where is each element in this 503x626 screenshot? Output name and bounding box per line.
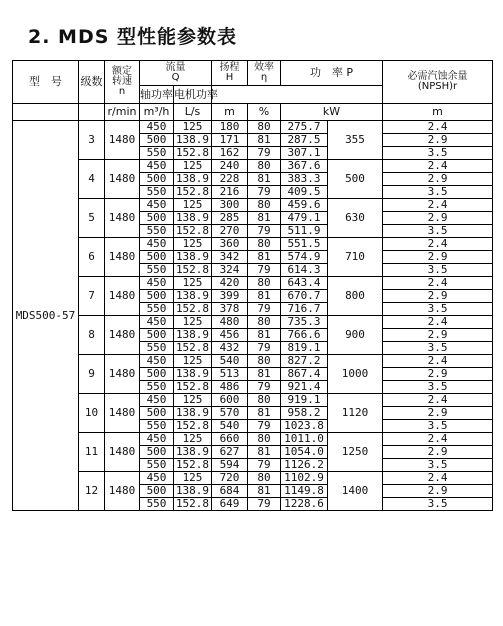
efficiency-cell: 80: [248, 433, 281, 446]
shaft-power-cell: 1011.0: [281, 433, 328, 446]
flow-ls-cell: 125: [174, 199, 212, 212]
flow-ls-cell: 152.8: [174, 381, 212, 394]
model-cell: MDS500-57: [13, 121, 79, 511]
head-cell: 162: [212, 147, 248, 160]
shaft-power-cell: 670.7: [281, 290, 328, 303]
head-cell: 378: [212, 303, 248, 316]
head-cell: 216: [212, 186, 248, 199]
npsh-cell: 2.9: [383, 407, 493, 420]
speed-cell: 1480: [105, 355, 140, 394]
head-cell: 285: [212, 212, 248, 225]
table-row: [13, 199, 493, 212]
npsh-cell: 2.4: [383, 160, 493, 173]
npsh-cell: 3.5: [383, 459, 493, 472]
shaft-power-cell: 511.9: [281, 225, 328, 238]
flow-ls-cell: 138.9: [174, 173, 212, 186]
flow-ls-cell: 138.9: [174, 329, 212, 342]
speed-cell: 1480: [105, 433, 140, 472]
shaft-power-cell: 479.1: [281, 212, 328, 225]
flow-ls-cell: 125: [174, 355, 212, 368]
head-cell: 324: [212, 264, 248, 277]
table-row: [13, 277, 493, 290]
header-speed-line3: n: [118, 86, 126, 97]
table-row: [13, 160, 493, 173]
motor-power-cell: 710: [328, 238, 383, 277]
table-body: [13, 121, 493, 511]
flow-m3h-cell: 500: [140, 446, 174, 459]
head-cell: 300: [212, 199, 248, 212]
flow-ls-cell: 138.9: [174, 368, 212, 381]
shaft-power-cell: 827.2: [281, 355, 328, 368]
head-cell: 600: [212, 394, 248, 407]
efficiency-cell: 79: [248, 303, 281, 316]
efficiency-cell: 81: [248, 251, 281, 264]
efficiency-cell: 81: [248, 485, 281, 498]
shaft-power-cell: 716.7: [281, 303, 328, 316]
flow-ls-cell: 138.9: [174, 290, 212, 303]
head-cell: 240: [212, 160, 248, 173]
stages-cell: 11: [79, 433, 105, 472]
header-speed: [105, 61, 140, 104]
npsh-cell: 3.5: [383, 303, 493, 316]
flow-ls-cell: 152.8: [174, 498, 212, 511]
head-cell: 570: [212, 407, 248, 420]
flow-ls-cell: 125: [174, 394, 212, 407]
npsh-cell: 2.4: [383, 121, 493, 134]
efficiency-cell: 79: [248, 225, 281, 238]
unit-head: m: [212, 104, 248, 121]
flow-m3h-cell: 500: [140, 368, 174, 381]
header-speed-line2: 转速: [112, 76, 132, 87]
npsh-cell: 2.4: [383, 238, 493, 251]
speed-cell: 1480: [105, 277, 140, 316]
flow-m3h-cell: 500: [140, 173, 174, 186]
table-header: [13, 61, 493, 121]
flow-m3h-cell: 550: [140, 459, 174, 472]
flow-m3h-cell: 500: [140, 407, 174, 420]
motor-power-cell: 900: [328, 316, 383, 355]
shaft-power-cell: 307.1: [281, 147, 328, 160]
unit-flow-ls: L/s: [174, 104, 212, 121]
shaft-power-cell: 958.2: [281, 407, 328, 420]
shaft-power-cell: 735.3: [281, 316, 328, 329]
npsh-cell: 3.5: [383, 381, 493, 394]
flow-ls-cell: 138.9: [174, 485, 212, 498]
table-row: [13, 355, 493, 368]
table-row: [13, 433, 493, 446]
flow-m3h-cell: 500: [140, 329, 174, 342]
npsh-cell: 2.9: [383, 329, 493, 342]
stages-cell: 6: [79, 238, 105, 277]
efficiency-cell: 81: [248, 173, 281, 186]
header-flow-label: 流量: [165, 62, 186, 73]
unit-stages: [79, 104, 105, 121]
table-row: [13, 316, 493, 329]
flow-ls-cell: 138.9: [174, 446, 212, 459]
head-cell: 540: [212, 420, 248, 433]
npsh-cell: 3.5: [383, 342, 493, 355]
efficiency-cell: 80: [248, 472, 281, 485]
head-cell: 513: [212, 368, 248, 381]
shaft-power-cell: 1023.8: [281, 420, 328, 433]
npsh-cell: 2.9: [383, 485, 493, 498]
shaft-power-cell: 409.5: [281, 186, 328, 199]
efficiency-cell: 79: [248, 498, 281, 511]
head-cell: 649: [212, 498, 248, 511]
motor-power-cell: 1250: [328, 433, 383, 472]
npsh-cell: 2.9: [383, 134, 493, 147]
head-cell: 660: [212, 433, 248, 446]
flow-m3h-cell: 500: [140, 251, 174, 264]
flow-m3h-cell: 550: [140, 264, 174, 277]
flow-m3h-cell: 450: [140, 199, 174, 212]
flow-ls-cell: 152.8: [174, 459, 212, 472]
efficiency-cell: 80: [248, 121, 281, 134]
efficiency-cell: 80: [248, 199, 281, 212]
flow-ls-cell: 152.8: [174, 264, 212, 277]
npsh-cell: 2.4: [383, 394, 493, 407]
efficiency-cell: 79: [248, 342, 281, 355]
efficiency-cell: 81: [248, 134, 281, 147]
head-cell: 399: [212, 290, 248, 303]
npsh-cell: 3.5: [383, 420, 493, 433]
stages-cell: 8: [79, 316, 105, 355]
speed-cell: 1480: [105, 160, 140, 199]
npsh-cell: 2.4: [383, 355, 493, 368]
head-cell: 270: [212, 225, 248, 238]
npsh-cell: 2.4: [383, 433, 493, 446]
flow-ls-cell: 152.8: [174, 186, 212, 199]
flow-m3h-cell: 550: [140, 342, 174, 355]
efficiency-cell: 80: [248, 238, 281, 251]
flow-m3h-cell: 450: [140, 355, 174, 368]
flow-m3h-cell: 450: [140, 316, 174, 329]
flow-m3h-cell: 450: [140, 160, 174, 173]
efficiency-cell: 81: [248, 407, 281, 420]
flow-ls-cell: 125: [174, 472, 212, 485]
shaft-power-cell: 1054.0: [281, 446, 328, 459]
npsh-cell: 2.9: [383, 251, 493, 264]
efficiency-cell: 81: [248, 290, 281, 303]
header-eff-symbol: η: [260, 72, 268, 83]
shaft-power-cell: 1228.6: [281, 498, 328, 511]
head-cell: 180: [212, 121, 248, 134]
speed-cell: 1480: [105, 238, 140, 277]
flow-m3h-cell: 450: [140, 472, 174, 485]
header-head: [212, 61, 248, 86]
efficiency-cell: 80: [248, 394, 281, 407]
motor-power-cell: 355: [328, 121, 383, 160]
npsh-cell: 2.9: [383, 446, 493, 459]
speed-cell: 1480: [105, 199, 140, 238]
stages-cell: 7: [79, 277, 105, 316]
flow-ls-cell: 152.8: [174, 303, 212, 316]
shaft-power-cell: 643.4: [281, 277, 328, 290]
flow-m3h-cell: 450: [140, 238, 174, 251]
motor-power-cell: 1000: [328, 355, 383, 394]
flow-m3h-cell: 550: [140, 420, 174, 433]
flow-m3h-cell: 550: [140, 186, 174, 199]
npsh-cell: 2.4: [383, 472, 493, 485]
efficiency-cell: 79: [248, 381, 281, 394]
header-power: 功 率 P: [281, 61, 383, 86]
flow-m3h-cell: 450: [140, 394, 174, 407]
head-cell: 456: [212, 329, 248, 342]
head-cell: 720: [212, 472, 248, 485]
flow-m3h-cell: 550: [140, 381, 174, 394]
npsh-cell: 2.9: [383, 173, 493, 186]
header-stages: 级数: [79, 61, 105, 104]
unit-power: kW: [281, 104, 383, 121]
flow-ls-cell: 125: [174, 316, 212, 329]
flow-m3h-cell: 550: [140, 303, 174, 316]
flow-m3h-cell: 450: [140, 433, 174, 446]
shaft-power-cell: 574.9: [281, 251, 328, 264]
shaft-power-cell: 1149.8: [281, 485, 328, 498]
flow-ls-cell: 152.8: [174, 147, 212, 160]
motor-power-cell: 500: [328, 160, 383, 199]
flow-m3h-cell: 500: [140, 212, 174, 225]
efficiency-cell: 81: [248, 212, 281, 225]
head-cell: 486: [212, 381, 248, 394]
head-cell: 594: [212, 459, 248, 472]
flow-ls-cell: 138.9: [174, 212, 212, 225]
shaft-power-cell: 819.1: [281, 342, 328, 355]
header-model: 型 号: [13, 61, 79, 104]
table-row: [13, 238, 493, 251]
npsh-cell: 2.4: [383, 316, 493, 329]
header-npsh-label: 必需汽蚀余量: [407, 71, 468, 82]
flow-m3h-cell: 500: [140, 290, 174, 303]
efficiency-cell: 79: [248, 147, 281, 160]
shaft-power-cell: 1102.9: [281, 472, 328, 485]
efficiency-cell: 79: [248, 420, 281, 433]
head-cell: 342: [212, 251, 248, 264]
shaft-power-cell: 1126.2: [281, 459, 328, 472]
speed-cell: 1480: [105, 472, 140, 511]
shaft-power-cell: 614.3: [281, 264, 328, 277]
efficiency-cell: 79: [248, 264, 281, 277]
efficiency-cell: 79: [248, 186, 281, 199]
performance-table: [12, 60, 493, 511]
flow-ls-cell: 152.8: [174, 342, 212, 355]
unit-flow-m3h: m³/h: [140, 104, 174, 121]
stages-cell: 3: [79, 121, 105, 160]
flow-ls-cell: 125: [174, 277, 212, 290]
header-eff-label: 效率: [254, 62, 274, 73]
npsh-cell: 3.5: [383, 186, 493, 199]
flow-m3h-cell: 450: [140, 277, 174, 290]
head-cell: 171: [212, 134, 248, 147]
shaft-power-cell: 766.6: [281, 329, 328, 342]
table-row: [13, 394, 493, 407]
head-cell: 540: [212, 355, 248, 368]
npsh-cell: 3.5: [383, 264, 493, 277]
efficiency-cell: 80: [248, 277, 281, 290]
npsh-cell: 3.5: [383, 498, 493, 511]
stages-cell: 10: [79, 394, 105, 433]
stages-cell: 12: [79, 472, 105, 511]
page-title: 2. MDS 型性能参数表: [28, 26, 238, 48]
npsh-cell: 2.9: [383, 290, 493, 303]
header-efficiency: [248, 61, 281, 86]
shaft-power-cell: 919.1: [281, 394, 328, 407]
unit-model: [13, 104, 79, 121]
speed-cell: 1480: [105, 394, 140, 433]
flow-m3h-cell: 550: [140, 147, 174, 160]
shaft-power-cell: 367.6: [281, 160, 328, 173]
npsh-cell: 2.9: [383, 212, 493, 225]
stages-cell: 5: [79, 199, 105, 238]
unit-efficiency: %: [248, 104, 281, 121]
motor-power-cell: 630: [328, 199, 383, 238]
flow-ls-cell: 138.9: [174, 407, 212, 420]
header-speed-line1: 额定: [112, 66, 132, 77]
shaft-power-cell: 867.4: [281, 368, 328, 381]
shaft-power-cell: 287.5: [281, 134, 328, 147]
flow-m3h-cell: 550: [140, 498, 174, 511]
header-shaft-power: 轴功率: [140, 86, 174, 104]
shaft-power-cell: 921.4: [281, 381, 328, 394]
flow-ls-cell: 125: [174, 433, 212, 446]
flow-ls-cell: 138.9: [174, 134, 212, 147]
head-cell: 360: [212, 238, 248, 251]
speed-cell: 1480: [105, 316, 140, 355]
header-head-symbol: H: [225, 72, 234, 83]
npsh-cell: 3.5: [383, 225, 493, 238]
flow-ls-cell: 152.8: [174, 420, 212, 433]
npsh-cell: 2.4: [383, 199, 493, 212]
shaft-power-cell: 551.5: [281, 238, 328, 251]
flow-m3h-cell: 500: [140, 485, 174, 498]
flow-m3h-cell: 450: [140, 121, 174, 134]
efficiency-cell: 80: [248, 316, 281, 329]
efficiency-cell: 80: [248, 355, 281, 368]
header-head-label: 扬程: [219, 62, 240, 73]
shaft-power-cell: 383.3: [281, 173, 328, 186]
efficiency-cell: 79: [248, 459, 281, 472]
flow-ls-cell: 125: [174, 238, 212, 251]
flow-m3h-cell: 500: [140, 134, 174, 147]
table-row: [13, 121, 493, 134]
header-npsh-symbol: (NPSH)r: [417, 81, 458, 92]
flow-ls-cell: 152.8: [174, 225, 212, 238]
head-cell: 432: [212, 342, 248, 355]
table-row: [13, 472, 493, 485]
flow-ls-cell: 125: [174, 160, 212, 173]
unit-speed: r/min: [105, 104, 140, 121]
efficiency-cell: 81: [248, 329, 281, 342]
speed-cell: 1480: [105, 121, 140, 160]
head-cell: 480: [212, 316, 248, 329]
stages-cell: 4: [79, 160, 105, 199]
shaft-power-cell: 275.7: [281, 121, 328, 134]
npsh-cell: 2.4: [383, 277, 493, 290]
header-flow: [140, 61, 212, 86]
unit-npsh: m: [383, 104, 493, 121]
efficiency-cell: 81: [248, 368, 281, 381]
head-cell: 684: [212, 485, 248, 498]
npsh-cell: 2.9: [383, 368, 493, 381]
efficiency-cell: 80: [248, 160, 281, 173]
head-cell: 420: [212, 277, 248, 290]
flow-ls-cell: 138.9: [174, 251, 212, 264]
motor-power-cell: 800: [328, 277, 383, 316]
motor-power-cell: 1120: [328, 394, 383, 433]
head-cell: 627: [212, 446, 248, 459]
header-flow-symbol: Q: [171, 72, 180, 83]
flow-ls-cell: 125: [174, 121, 212, 134]
header-npsh: [383, 61, 493, 104]
efficiency-cell: 81: [248, 446, 281, 459]
motor-power-cell: 1400: [328, 472, 383, 511]
shaft-power-cell: 459.6: [281, 199, 328, 212]
npsh-cell: 3.5: [383, 147, 493, 160]
head-cell: 228: [212, 173, 248, 186]
flow-m3h-cell: 550: [140, 225, 174, 238]
header-motor-power: 电机功率: [174, 86, 212, 104]
stages-cell: 9: [79, 355, 105, 394]
